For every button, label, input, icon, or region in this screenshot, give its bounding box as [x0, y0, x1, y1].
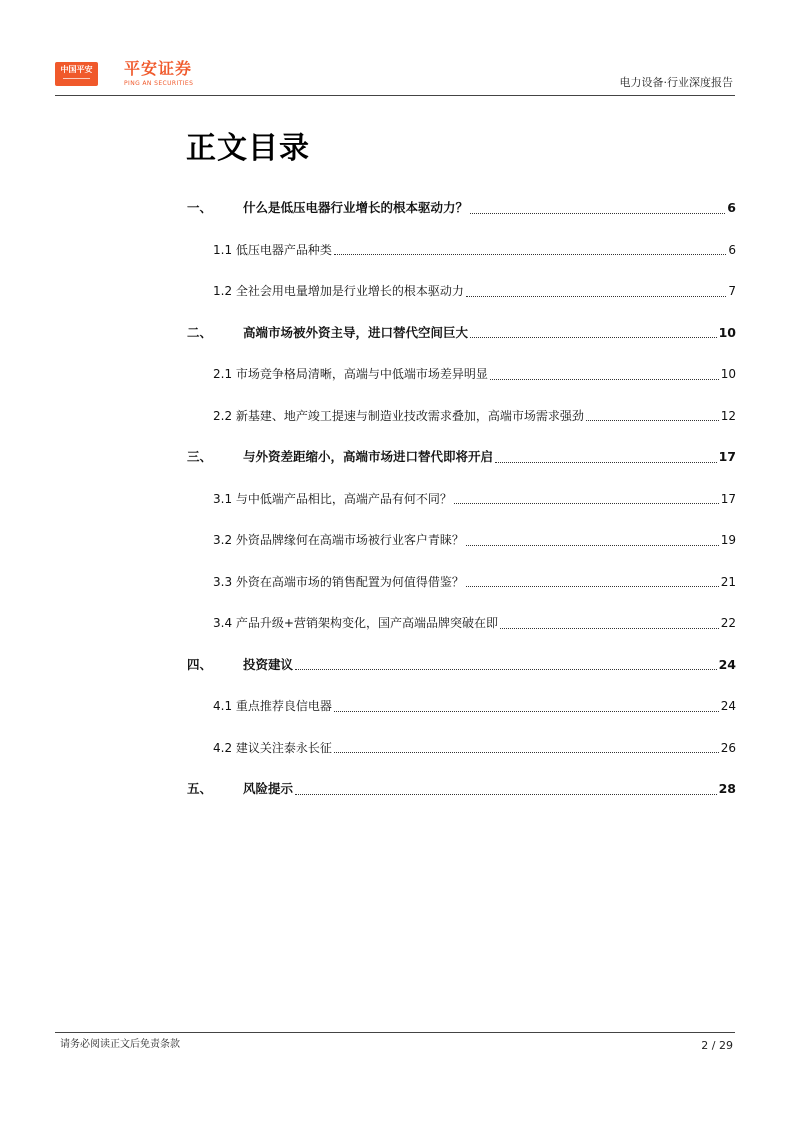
- toc-chapter-entry[interactable]: [187, 781, 736, 797]
- toc-entry-label: 3.1 与中低端产品相比，高端产品有何不同？: [213, 491, 452, 506]
- toc-entry-label: 3.3 外资在高端市场的销售配置为何值得借鉴？: [213, 574, 464, 589]
- toc-dot-leader: [295, 794, 717, 795]
- footer-divider: [55, 1032, 735, 1033]
- brand-name-en: PING AN SECURITIES: [124, 80, 194, 87]
- toc-page-number: 26: [720, 740, 736, 755]
- toc-section-entry[interactable]: [213, 574, 736, 590]
- toc-section-entry[interactable]: [213, 491, 736, 507]
- logo-badge-text: 中国平安: [60, 65, 93, 74]
- toc-section-entry[interactable]: [213, 408, 736, 424]
- toc-chapter-number: 二、: [187, 324, 213, 340]
- toc-entry-label: 2.2 新基建、地产竣工提速与制造业技改需求叠加，高端市场需求强劲: [213, 408, 584, 423]
- toc-dot-leader: [490, 379, 719, 380]
- toc-dot-leader: [495, 462, 717, 463]
- toc-section-entry[interactable]: [213, 698, 736, 714]
- toc-entry-label: 投资建议: [243, 656, 294, 672]
- toc-dot-leader: [470, 213, 725, 214]
- page-title: 正文目录: [186, 131, 310, 166]
- page-indicator: 2 / 29: [701, 1039, 733, 1052]
- brand-name-cn: 平安证券: [124, 59, 193, 78]
- toc-entry-label: 3.4 产品升级+营销架构变化，国产高端品牌突破在即: [213, 616, 498, 630]
- toc-dot-leader: [466, 296, 726, 297]
- toc-dot-leader: [295, 669, 717, 670]
- toc-section-entry[interactable]: [213, 532, 736, 548]
- toc-page-number: 10: [720, 367, 736, 381]
- toc-entry-label: 2.1 市场竞争格局清晰，高端与中低端市场差异明显: [213, 367, 488, 381]
- toc-section-entry[interactable]: [213, 740, 736, 756]
- toc-section-entry[interactable]: [213, 615, 736, 631]
- toc-page-number: 7: [728, 284, 736, 298]
- toc-dot-leader: [334, 711, 719, 712]
- toc-dot-leader: [466, 545, 719, 546]
- toc-page-number: 17: [720, 491, 736, 506]
- toc-dot-leader: [334, 254, 726, 255]
- toc-dot-leader: [470, 337, 717, 338]
- toc-entry-label: 1.1 低压电器产品种类: [213, 242, 332, 257]
- toc-entry-label: 与外资差距缩小，高端市场进口替代即将开启: [243, 449, 494, 464]
- toc-entry-label: 1.2 全社会用电量增加是行业增长的根本驱动力: [213, 284, 464, 298]
- toc-entry-label: 4.1 重点推荐良信电器: [213, 699, 332, 713]
- report-category: 电力设备·行业深度报告: [619, 76, 733, 89]
- toc-chapter-number: 四、: [187, 656, 213, 672]
- toc-page-number: 19: [720, 533, 736, 547]
- toc-dot-leader: [586, 420, 719, 421]
- toc-dot-leader: [500, 628, 719, 629]
- toc-chapter-number: 一、: [187, 200, 213, 215]
- toc-chapter-number: 五、: [187, 781, 213, 796]
- toc-entry-label: 高端市场被外资主导，进口替代空间巨大: [243, 324, 469, 340]
- toc-page-number: 6: [727, 200, 736, 215]
- toc-entry-label: 4.2 建议关注泰永长征: [213, 740, 332, 755]
- toc-chapter-entry[interactable]: [187, 200, 736, 216]
- toc-chapter-entry[interactable]: [187, 657, 736, 673]
- toc-section-entry[interactable]: [213, 366, 736, 382]
- toc-page-number: 22: [720, 616, 736, 630]
- toc-chapter-entry[interactable]: [187, 325, 736, 341]
- toc-entry-label: 3.2 外资品牌缘何在高端市场被行业客户青睐？: [213, 533, 464, 547]
- toc-entry-label: 风险提示: [243, 781, 294, 796]
- toc-dot-leader: [466, 586, 719, 587]
- toc-page-number: 28: [718, 781, 736, 796]
- toc-chapter-entry[interactable]: [187, 449, 736, 465]
- toc-page-number: 12: [720, 408, 736, 423]
- footer-disclaimer: 请务必阅读正文后免责条款: [60, 1039, 180, 1050]
- toc-page-number: 24: [718, 656, 736, 672]
- toc-page-number: 24: [720, 699, 736, 713]
- toc-dot-leader: [454, 503, 719, 504]
- toc-page-number: 10: [718, 324, 736, 340]
- toc-entry-label: 什么是低压电器行业增长的根本驱动力？: [243, 200, 469, 215]
- toc-page-number: 17: [718, 449, 736, 464]
- toc-section-entry[interactable]: [213, 242, 736, 258]
- toc-page-number: 6: [728, 242, 736, 257]
- toc-page-number: 21: [720, 574, 736, 589]
- toc-chapter-number: 三、: [187, 449, 213, 464]
- toc-section-entry[interactable]: [213, 283, 736, 299]
- toc-dot-leader: [334, 752, 719, 753]
